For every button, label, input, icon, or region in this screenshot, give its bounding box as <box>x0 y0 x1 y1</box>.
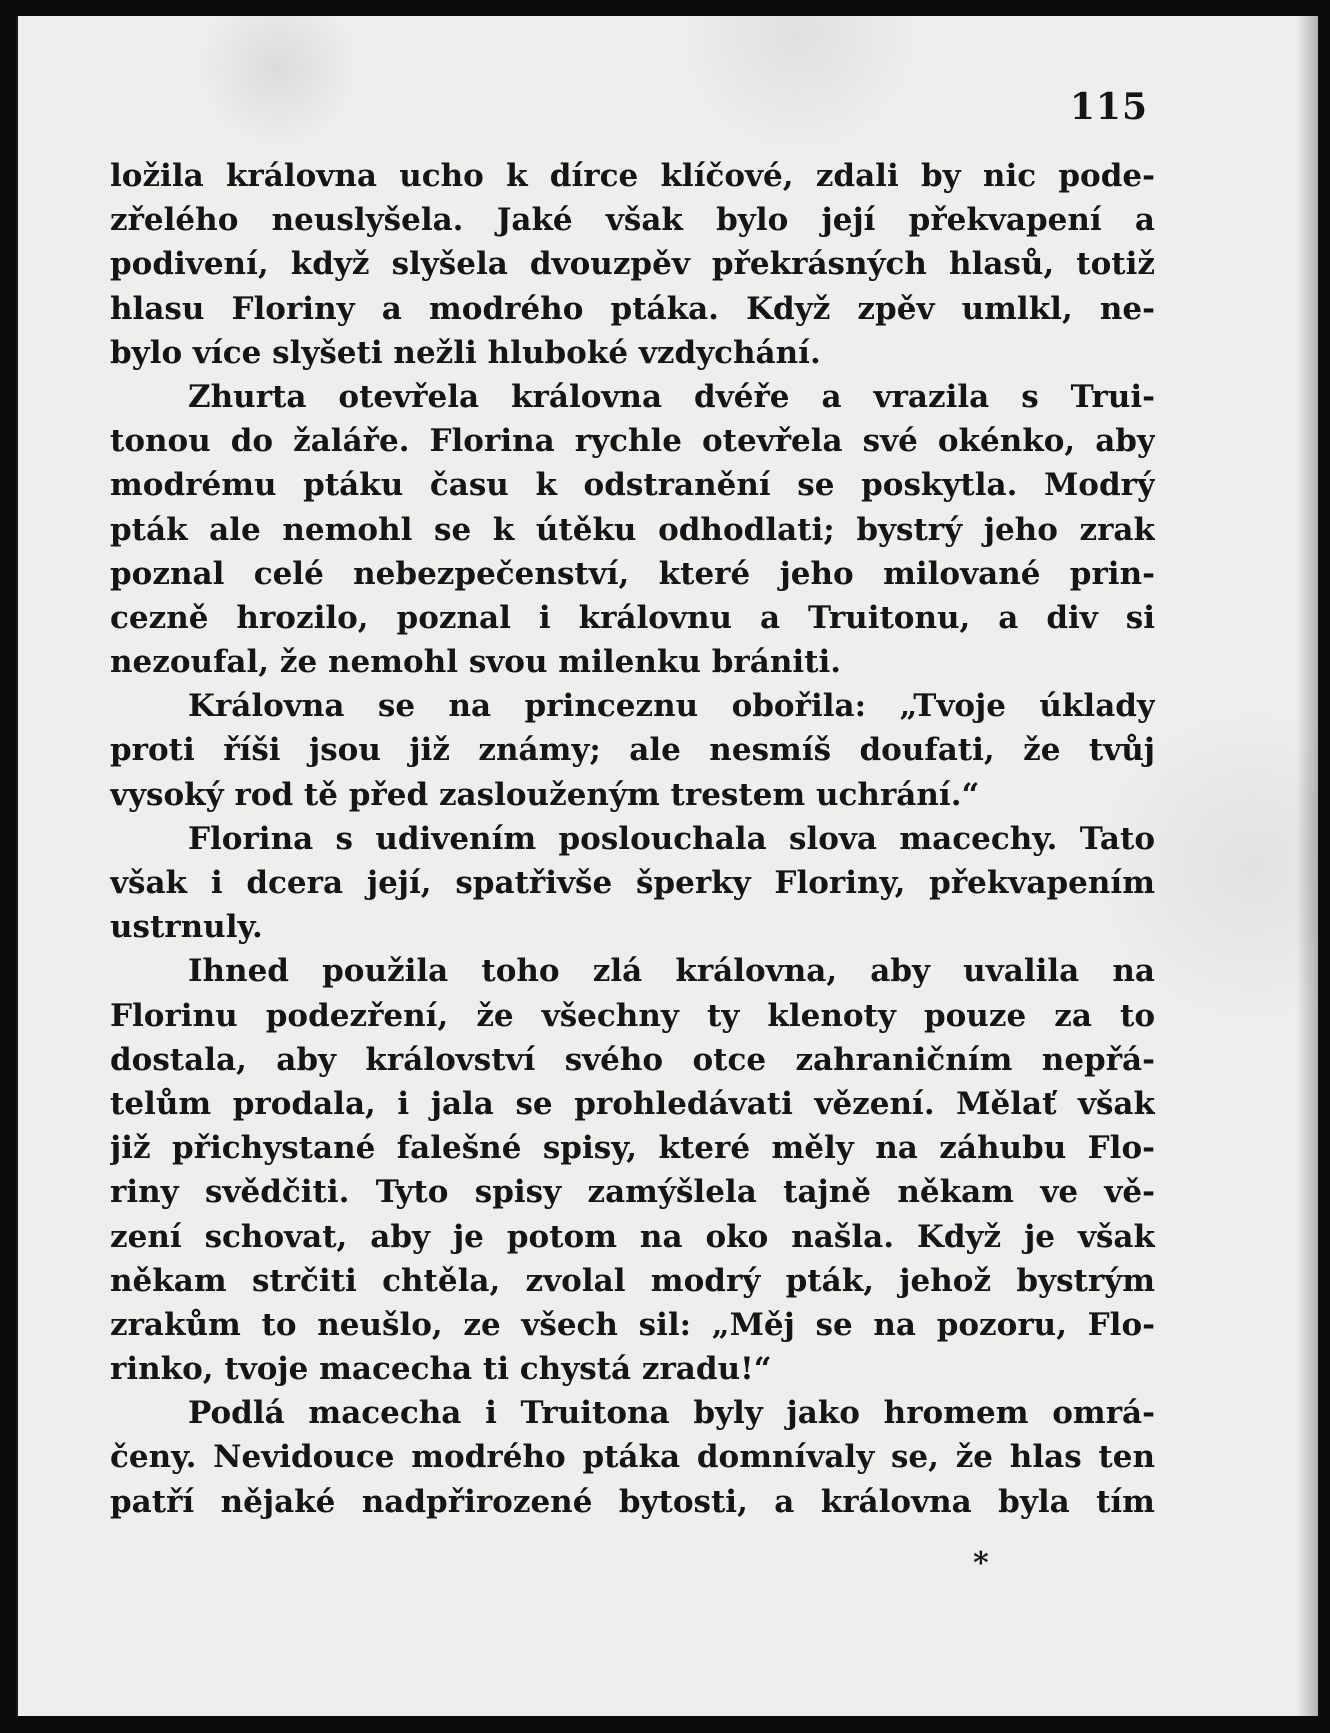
text-line: Ihned použila toho zlá královna, aby uvalila na <box>188 953 1155 990</box>
text-line: pták ale nemohl se k útěku odhodlati; bystrý jeho zrak <box>110 511 1155 548</box>
text-line: rinko, tvoje macecha ti chystá zradu!“ <box>110 1351 772 1388</box>
text-line: ložila královna ucho k dírce klíčové, zdali by nic pode- <box>110 158 1155 194</box>
text-line: zení schovat, aby je potom na oko našla. Když je však <box>110 1218 1155 1255</box>
text-line: patří nějaké nadpřirozené bytosti, a královna byla tím <box>110 1483 1155 1520</box>
book-page <box>16 16 1318 1716</box>
text-line: čeny. Nevidouce modrého ptáka domnívaly se, že hlas ten <box>110 1439 1155 1476</box>
text-line: Florinu podezření, že všechny ty klenoty pouze za to <box>110 997 1155 1034</box>
text-line: Podlá macecha i Truitona byly jako hromem omrá- <box>188 1395 1155 1432</box>
signature-mark: * <box>973 1546 989 1581</box>
text-line: vysoký rod tě před zaslouženým trestem uchrání.“ <box>110 776 980 813</box>
text-line: dostala, aby království svého otce zahraničním nepřá- <box>110 1041 1155 1078</box>
text-line: proti říši jsou již známy; ale nesmíš doufati, že tvůj <box>110 732 1155 769</box>
text-line: již přichystané falešné spisy, které měly na záhubu Flo- <box>110 1130 1155 1167</box>
text-line: riny svědčiti. Tyto spisy zamýšlela tajně někam ve vě- <box>110 1174 1155 1211</box>
text-line: tonou do žaláře. Florina rychle otevřela své okénko, aby <box>110 423 1155 460</box>
page-number: 115 <box>1069 86 1148 128</box>
text-line: někam strčiti chtěla, zvolal modrý pták, jehož bystrým <box>110 1262 1155 1299</box>
text-line: podivení, když slyšela dvouzpěv překrásných hlasů, totiž <box>110 246 1155 283</box>
text-line: nezoufal, že nemohl svou milenku brániti. <box>110 644 842 681</box>
text-line: poznal celé nebezpečenství, které jeho milované prin- <box>110 555 1155 592</box>
text-line: hlasu Floriny a modrého ptáka. Když zpěv umlkl, ne- <box>110 290 1155 327</box>
text-line: zřelého neuslyšela. Jaké však bylo její překvapení a <box>110 202 1155 239</box>
text-line: bylo více slyšeti nežli hluboké vzdychání. <box>110 334 821 371</box>
text-line: ustrnuly. <box>110 909 263 946</box>
text-line: zrakům to neušlo, ze všech sil: „Měj se na pozoru, Flo- <box>110 1306 1155 1343</box>
text-line: Zhurta otevřela královna dvéře a vrazila s Trui- <box>188 378 1155 415</box>
text-line: telům prodala, i jala se prohledávati vězení. Mělať však <box>110 1085 1155 1122</box>
text-line: Florina s udivením poslouchala slova macechy. Tato <box>188 820 1155 857</box>
body-text <box>110 154 1155 1524</box>
text-line: modrému ptáku času k odstranění se poskytla. Modrý <box>110 467 1155 504</box>
text-line: cezně hrozilo, poznal i královnu a Truitonu, a div si <box>110 599 1155 636</box>
text-line: však i dcera její, spatřivše šperky Floriny, překvapením <box>110 865 1155 901</box>
text-line: Královna se na princeznu obořila: „Tvoje úklady <box>188 688 1155 725</box>
page-edge-shadow <box>1296 16 1318 1716</box>
